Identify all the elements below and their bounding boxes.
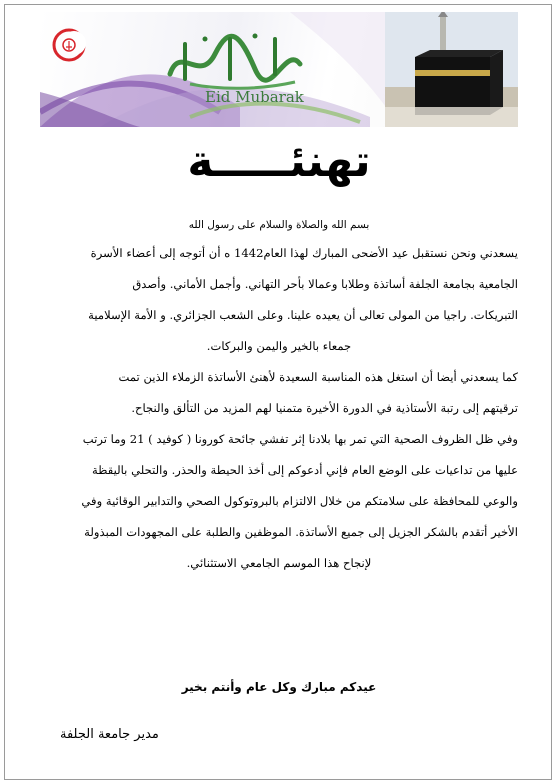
kaaba-image <box>385 12 518 127</box>
body-line: وفي ظل الظروف الصحية التي تمر بها بلادنا إثر تفشي جائحة كورونا ( كوفيد ) 21 وما ترتب <box>82 432 518 446</box>
eid-calligraphy <box>160 24 310 94</box>
body-line: جمعاء بالخير واليمن والبركات. <box>206 339 352 353</box>
body-line: الأخير أتقدم بالشكر الجزيل إلى جميع الأساتذة. الموظفين والطلبة على المجهودات المبذولة <box>84 525 518 539</box>
body-line: التبريكات. راجيا من المولى تعالى أن يعيده علينا. وعلى الشعب الجزائري. و الأمة الإسلامية <box>88 308 518 322</box>
body-line: يسعدني ونحن نستقبل عيد الأضحى المبارك لهذا العام1442 ه أن أتوجه إلى أعضاء الأسرة <box>90 246 518 260</box>
body-line: ترقيتهم إلى رتبة الأستاذية في الدورة الأخيرة متمنيا لهم المزيد من التألق والنجاح. <box>131 401 518 415</box>
body-line: والوعي للمحافظة على سلامتكم من خلال الالتزام بالبروتوكول الصحي والتدابير الوقائية وفي <box>81 494 518 508</box>
signature: مدير جامعة الجلفة <box>60 727 159 742</box>
letter-title: تهنئـــــة <box>187 136 371 187</box>
body-line: كما يسعدني أيضا أن استغل هذه المناسبة السعيدة لأهنئ الأساتذة الزملاء الذين تمت <box>118 370 518 384</box>
crescent-logo-icon <box>50 26 88 64</box>
closing-greeting: عيدكم مبارك وكل عام وأنتم بخير <box>181 680 377 694</box>
eid-banner <box>40 12 518 127</box>
opening-line: بسم الله والصلاة والسلام على رسول الله <box>188 219 370 231</box>
body-line: لإنجاح هذا الموسم الجامعي الاستثنائي. <box>186 556 372 570</box>
eid-mubarak-text: Eid Mubarak <box>205 88 304 106</box>
body-line: عليها من تداعيات على الوضع العام فإني أدعوكم إلى أخذ الحيطة والحذر. والتحلي باليقظة <box>92 463 518 477</box>
body-line: الجامعية بجامعة الجلفة أساتذة وطلابا وعمالا بأحر التهاني. وأجمل الأماني. وأصدق <box>132 277 518 291</box>
letter-body <box>40 212 518 579</box>
